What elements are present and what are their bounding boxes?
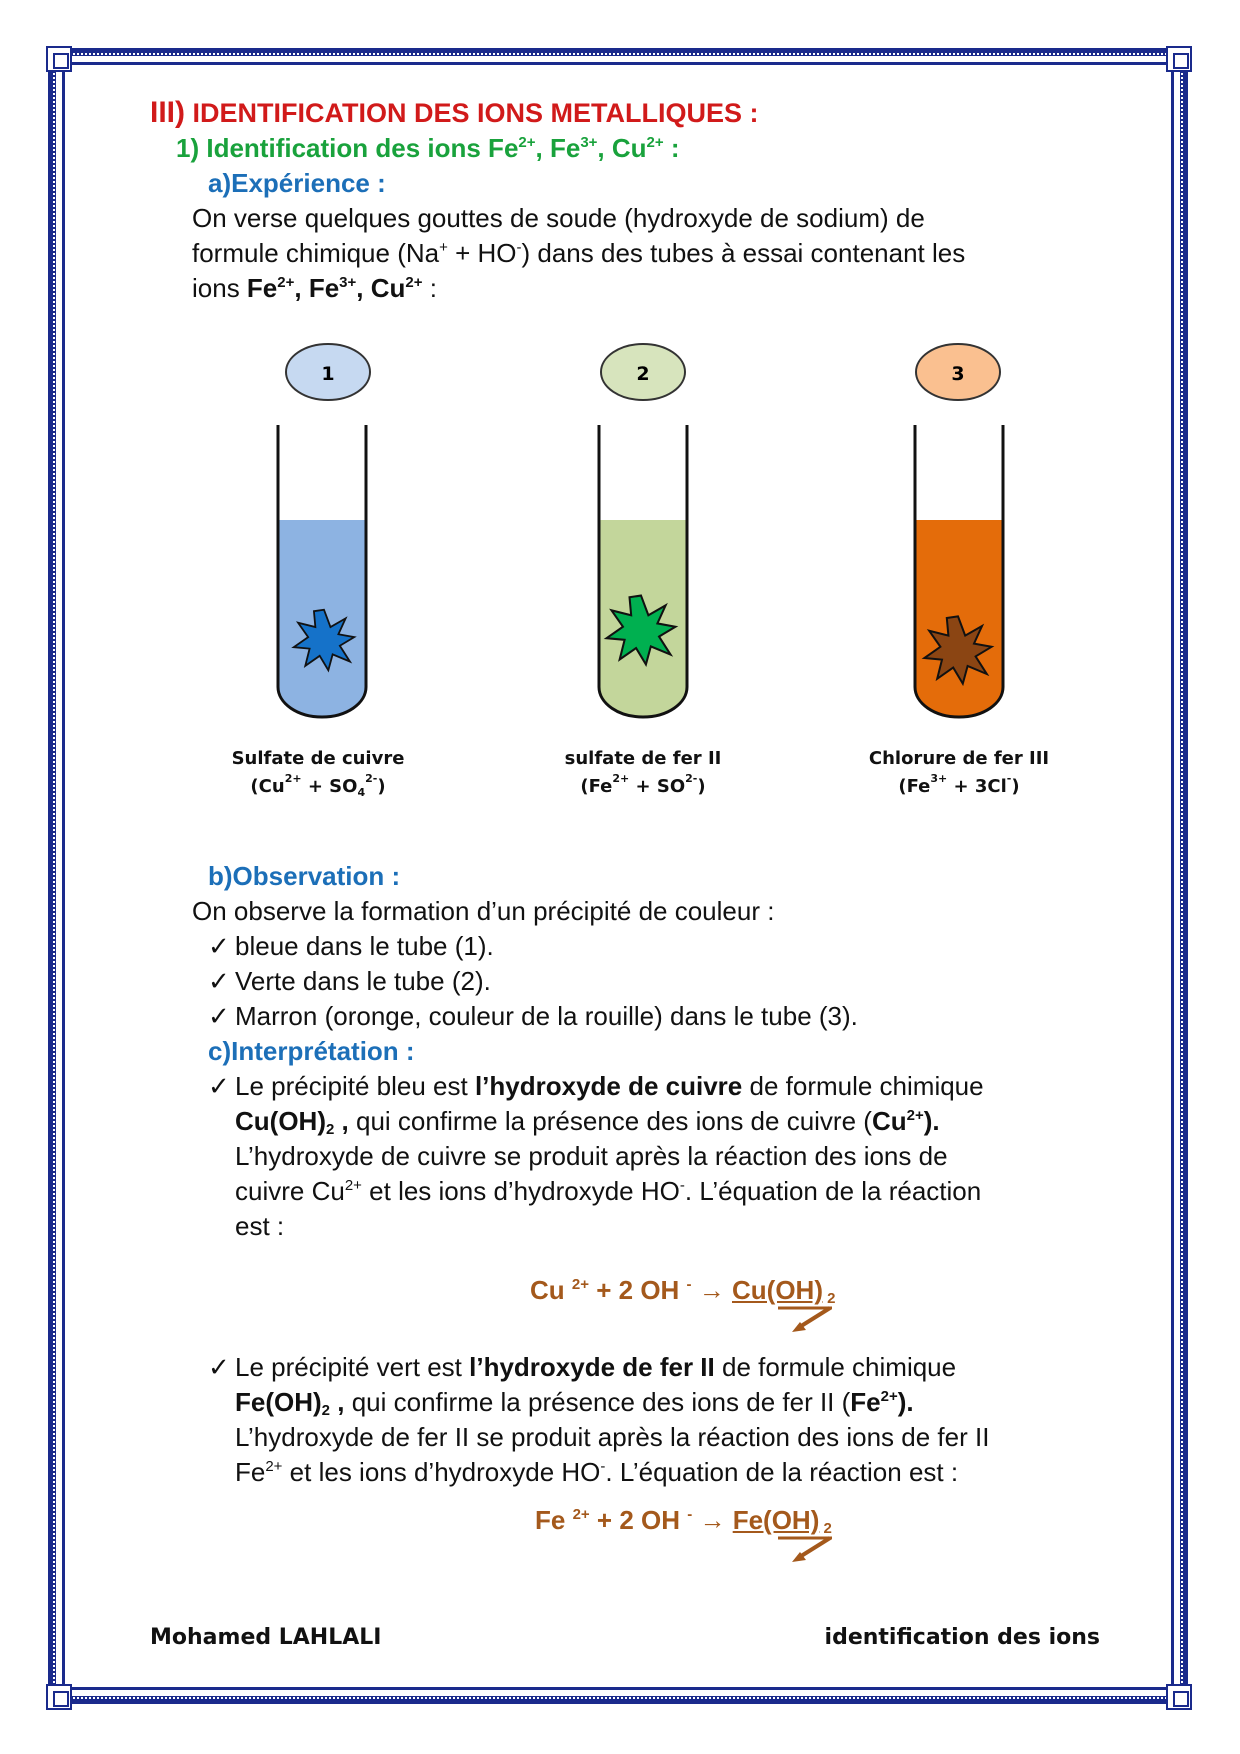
observation-item: ✓ Marron (oronge, couleur de la rouille) dans le tube (3). [208, 999, 1110, 1034]
subheading-observation: b)Observation : [208, 861, 401, 891]
tube-1-number: 1 [321, 363, 335, 385]
observation-item: ✓ bleue dans le tube (1). [208, 929, 1110, 964]
corner-ornament-br [1166, 1684, 1192, 1710]
section-heading: 1) Identification des ions $Fe^{2+}$, $Fe^{3+}$, $Cu^{2+}$ : [176, 133, 680, 163]
equation-iron: Fe $^{2+}$ + 2 OH - → Fe(OH) $_2$ [535, 1505, 832, 1537]
observation-intro: On observe la formation d’un précipité de couleur : [192, 896, 775, 926]
observation-section [150, 859, 1110, 1244]
heading-text: IDENTIFICATION DES IONS METALLIQUES : [192, 98, 759, 128]
interpretation-iron-section [150, 1350, 1110, 1490]
intro-paragraph: On verse quelques gouttes de soude (hydroxyde de sodium) de formule chimique (Na+ + HO-) dans des tubes à essai contenant les ions $Fe^{2+}$, $Fe^{3+}$, $Cu^{2+}$ : [192, 203, 966, 303]
corner-ornament-bl [46, 1684, 72, 1710]
precipitate-arrow-icon [770, 1532, 840, 1566]
subheading-experience: a)Expérience : [208, 168, 386, 198]
observation-item: ✓ Verte dans le tube (2). [208, 964, 1110, 999]
checkmark-icon: ✓ [208, 1071, 230, 1101]
precipitate-arrow-icon [770, 1302, 840, 1336]
tube-1-label: Sulfate de cuivre $(Cu^{2+} + SO_4^{2-})$ [231, 748, 405, 799]
tube-2-label: sulfate de fer II $(Fe^{2+} + SO^{2-})$ [564, 748, 722, 797]
tube-3-label: Chlorure de fer III $(Fe^{3+} + 3Cl^-)$ [868, 748, 1050, 797]
tube-1 [278, 344, 370, 717]
checkmark-icon: ✓ [208, 1352, 230, 1382]
footer-author: Mohamed LAHLALI [150, 1625, 382, 1650]
tube-3-number: 3 [951, 363, 965, 385]
heading-number: III) [150, 96, 185, 129]
checkmark-icon: ✓ [208, 1001, 230, 1031]
footer-topic: identification des ions [824, 1625, 1100, 1650]
tube-3 [915, 344, 1003, 717]
subheading-interpretation: c)Interprétation : [208, 1036, 415, 1066]
tube-2 [599, 344, 687, 717]
interpretation-iron: ✓ Le précipité vert est l’hydroxyde de fer II de formule chimique $Fe(OH)_2$ , qui confirme la présence des ions de fer II $(Fe^{2+})$. L’hydroxyde de fer II se produit après la réaction des ions de fer II $Fe^{2+}$ et les ions d’hydroxyde HO-. L’équation de la réaction est : [208, 1352, 990, 1487]
tube-2-number: 2 [636, 363, 650, 385]
test-tubes-figure [0, 0, 1240, 820]
interpretation-copper: ✓ Le précipité bleu est l’hydroxyde de cuivre de formule chimique $Cu(OH)_2$ , qui confirme la présence des ions de cuivre $(Cu^{2+})$. L’hydroxyde de cuivre se produit après la réaction des ions de cuivre $Cu^{2+}$ et les ions d’hydroxyde HO-. L’équation de la réaction est : [208, 1071, 984, 1241]
equation-copper: Cu $^{2+}$ + 2 OH - → Cu(OH) $_2$ [530, 1275, 836, 1307]
checkmark-icon: ✓ [208, 966, 230, 996]
checkmark-icon: ✓ [208, 931, 230, 961]
